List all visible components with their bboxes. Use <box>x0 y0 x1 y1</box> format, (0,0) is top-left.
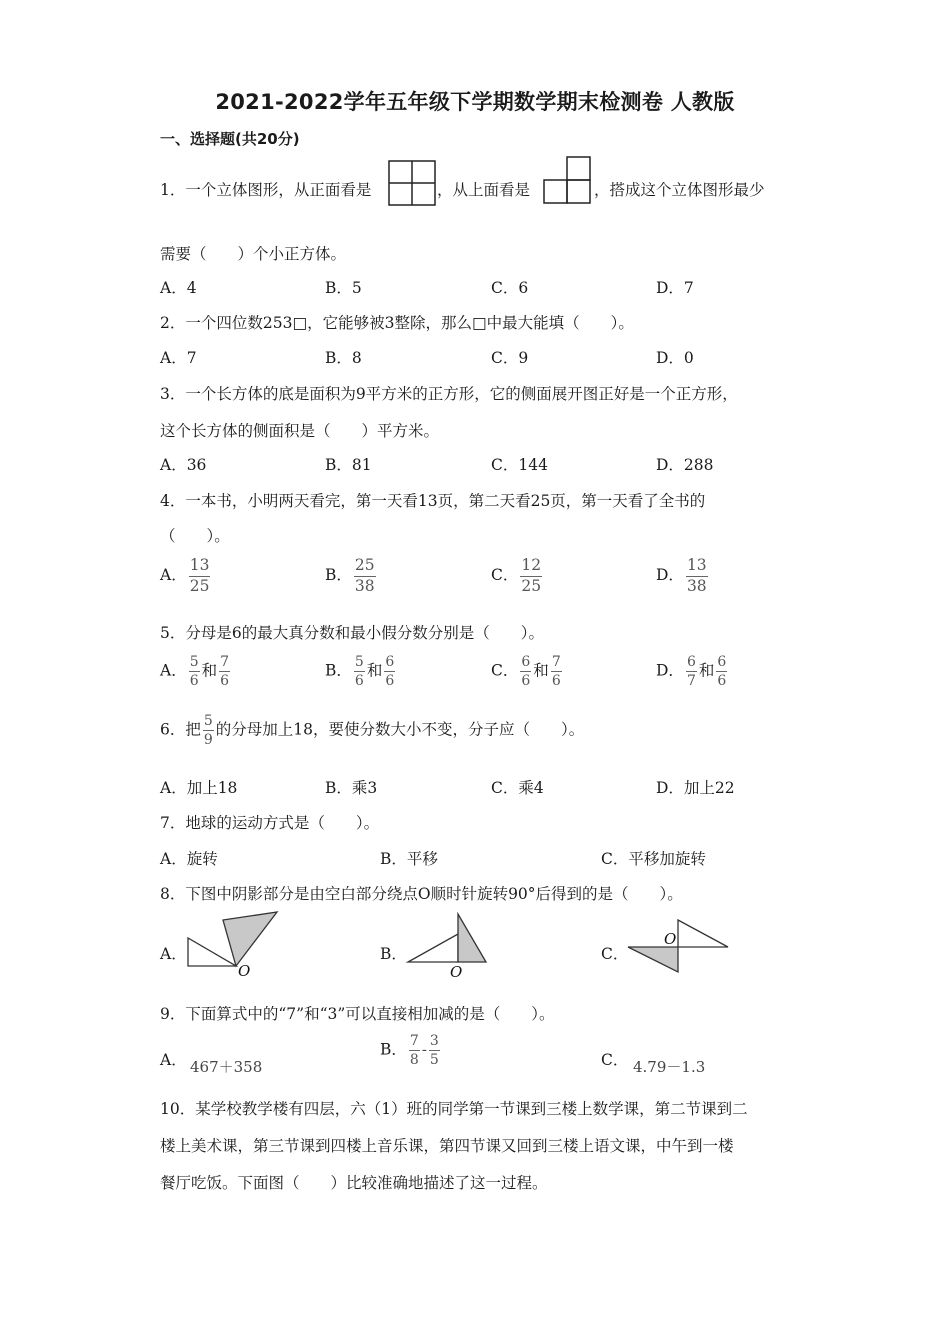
denominator: 5 <box>429 1052 439 1068</box>
q1-option-d[interactable]: D．7 <box>656 279 694 297</box>
question-1 <box>160 178 371 200</box>
section-heading: 一、选择题(共20分) <box>160 130 300 148</box>
q2-option-c[interactable]: C．9 <box>491 349 529 367</box>
denominator: 6 <box>521 673 531 689</box>
q1-top-view-figure <box>543 156 591 204</box>
fraction <box>520 655 531 688</box>
q9-option-b[interactable] <box>380 1034 442 1067</box>
q6-option-c[interactable]: C．乘4 <box>491 779 544 797</box>
question-6 <box>160 714 584 747</box>
q8-option-a-label[interactable]: A． <box>160 945 187 963</box>
q4-option-a-fraction <box>189 558 211 594</box>
q4-option-c-label: C． <box>491 566 519 584</box>
q5-option-a-label: A． <box>160 661 187 680</box>
denominator: 6 <box>189 673 199 689</box>
q7-option-a[interactable]: A．旋转 <box>160 850 218 868</box>
q1-text-d: 需要（ ）个小正方体。 <box>160 245 347 263</box>
page-title: 2021-2022学年五年级下学期数学期末检测卷 人教版 <box>215 90 735 114</box>
denominator: 25 <box>189 576 210 595</box>
q9-option-c[interactable] <box>601 1048 628 1070</box>
fraction <box>354 655 365 688</box>
fraction <box>219 655 230 688</box>
denominator: 9 <box>203 732 213 748</box>
denominator: 6 <box>220 673 230 689</box>
q9-option-a-expression: 467＋358 <box>190 1058 263 1076</box>
q5-option-c[interactable] <box>491 655 564 688</box>
fraction <box>686 655 697 688</box>
q4-option-c[interactable] <box>491 558 544 594</box>
numerator: 5 <box>203 713 213 729</box>
q4-option-d-label: D． <box>656 566 684 584</box>
q2-option-b[interactable]: B．8 <box>325 349 362 367</box>
question-10-line-3: 餐厅吃饭。下面图（ ）比较准确地描述了这一过程。 <box>160 1174 548 1192</box>
q5-option-c-label: C． <box>491 661 519 680</box>
q4-option-b-label: B． <box>325 566 352 584</box>
q6-text-a: 6．把 <box>160 720 201 739</box>
denominator: 8 <box>409 1052 419 1068</box>
q5-option-d[interactable] <box>656 655 729 688</box>
question-10-line-1: 10．某学校教学楼有四层，六（1）班的同学第一节课到三楼上数学课，第二节课到二 <box>160 1100 748 1118</box>
conjunction: 和 <box>698 661 715 680</box>
point-o-label: O <box>664 930 677 948</box>
q2-option-d[interactable]: D．0 <box>656 349 694 367</box>
numerator: 13 <box>686 556 707 574</box>
denominator: 25 <box>521 576 542 595</box>
q3-option-d[interactable]: D．288 <box>656 456 714 474</box>
q9-option-c-label: C． <box>601 1051 629 1069</box>
numerator: 5 <box>354 654 364 670</box>
q6-option-d[interactable]: D．加上22 <box>656 779 735 797</box>
q4-option-a[interactable] <box>160 558 212 594</box>
q2-option-a[interactable]: A．7 <box>160 349 197 367</box>
denominator: 6 <box>717 673 727 689</box>
q7-option-c[interactable]: C．平移加旋转 <box>601 850 706 868</box>
q4-option-c-fraction <box>520 558 542 594</box>
numerator: 25 <box>354 556 375 574</box>
fraction <box>384 655 395 688</box>
numerator: 6 <box>717 654 727 670</box>
q6-option-a[interactable]: A．加上18 <box>160 779 238 797</box>
question-3-line-2: 这个长方体的侧面积是（ ）平方米。 <box>160 422 440 440</box>
q3-option-a[interactable]: A．36 <box>160 456 207 474</box>
q1-option-c[interactable]: C．6 <box>491 279 529 297</box>
question-4-line-2: （ ）。 <box>160 527 230 545</box>
denominator: 6 <box>354 673 364 689</box>
q1-text-c: ，搭成这个立体图形最少 <box>594 181 765 199</box>
fraction <box>409 1034 420 1067</box>
numerator: 5 <box>189 654 199 670</box>
numerator: 7 <box>409 1033 419 1049</box>
q3-option-b[interactable]: B．81 <box>325 456 372 474</box>
q1-option-a[interactable]: A．4 <box>160 279 197 297</box>
q8-option-b-label[interactable]: B． <box>380 945 407 963</box>
fraction <box>716 655 727 688</box>
numerator: 12 <box>521 556 542 574</box>
question-5: 5．分母是6的最大真分数和最小假分数分别是（ ）。 <box>160 624 544 642</box>
q4-option-d[interactable] <box>656 558 710 594</box>
q5-option-a[interactable] <box>160 655 232 688</box>
q3-option-c[interactable]: C．144 <box>491 456 548 474</box>
q9-option-b-label: B． <box>380 1040 407 1059</box>
fraction <box>189 655 200 688</box>
question-3-line-1: 3．一个长方体的底是面积为9平方米的正方形，它的侧面展开图正好是一个正方形， <box>160 385 738 403</box>
q4-option-b-fraction <box>354 558 376 594</box>
numerator: 7 <box>220 654 230 670</box>
q8-option-c-label[interactable]: C． <box>601 945 629 963</box>
fraction <box>429 1034 440 1067</box>
q5-option-b-label: B． <box>325 661 352 680</box>
question-7: 7．地球的运动方式是（ ）。 <box>160 814 380 832</box>
q7-option-b[interactable]: B．平移 <box>380 850 438 868</box>
question-2: 2．一个四位数253□，它能够被3整除，那么□中最大能填（ ）。 <box>160 314 634 332</box>
q8-option-b-figure[interactable] <box>402 910 502 982</box>
numerator: 7 <box>551 654 561 670</box>
denominator: 38 <box>686 576 707 595</box>
q1-front-view-figure <box>388 160 436 206</box>
q1-text-a: 1．一个立体图形，从正面看是 <box>160 181 372 199</box>
q1-text-b: ，从上面看是 <box>437 181 531 199</box>
numerator: 6 <box>686 654 696 670</box>
q9-option-a[interactable] <box>160 1048 187 1070</box>
question-8: 8．下图中阴影部分是由空白部分绕点O顺时针旋转90°后得到的是（ ）。 <box>160 885 683 903</box>
question-4-line-1: 4．一本书，小明两天看完，第一天看13页，第二天看25页，第一天看了全书的 <box>160 492 706 510</box>
q8-option-c-figure[interactable] <box>624 914 734 974</box>
q4-option-b[interactable] <box>325 558 378 594</box>
numerator: 13 <box>189 556 210 574</box>
q9-option-a-label: A． <box>160 1051 187 1069</box>
point-o-label: O <box>238 962 251 980</box>
q9-option-c-expression: 4.79－1.3 <box>633 1058 706 1076</box>
denominator: 7 <box>686 673 696 689</box>
denominator: 6 <box>385 673 395 689</box>
fraction <box>551 655 562 688</box>
q6-text-b: 的分母加上18，要使分数大小不变，分子应（ ）。 <box>215 720 585 739</box>
q1-option-b[interactable]: B．5 <box>325 279 362 297</box>
q5-option-b[interactable] <box>325 655 397 688</box>
q4-option-d-fraction <box>686 558 708 594</box>
denominator: 6 <box>551 673 561 689</box>
q6-option-b[interactable]: B．乘3 <box>325 779 378 797</box>
point-o-label: O <box>450 963 463 981</box>
numerator: 6 <box>521 654 531 670</box>
numerator: 6 <box>385 654 395 670</box>
conjunction: 和 <box>201 661 218 680</box>
denominator: 38 <box>354 576 375 595</box>
question-10-line-2: 楼上美术课，第三节课到四楼上音乐课，第四节课又回到三楼上语文课，中午到一楼 <box>160 1137 734 1155</box>
q4-option-a-label: A． <box>160 566 187 584</box>
numerator: 3 <box>429 1033 439 1049</box>
conjunction: 和 <box>366 661 383 680</box>
minus-sign: - <box>421 1040 427 1059</box>
conjunction: 和 <box>533 661 549 680</box>
question-9: 9．下面算式中的“7”和“3”可以直接相加减的是（ ）。 <box>160 1005 555 1023</box>
q8-option-a-figure[interactable] <box>180 910 280 982</box>
q6-fraction <box>203 714 214 747</box>
q5-option-d-label: D． <box>656 661 684 680</box>
